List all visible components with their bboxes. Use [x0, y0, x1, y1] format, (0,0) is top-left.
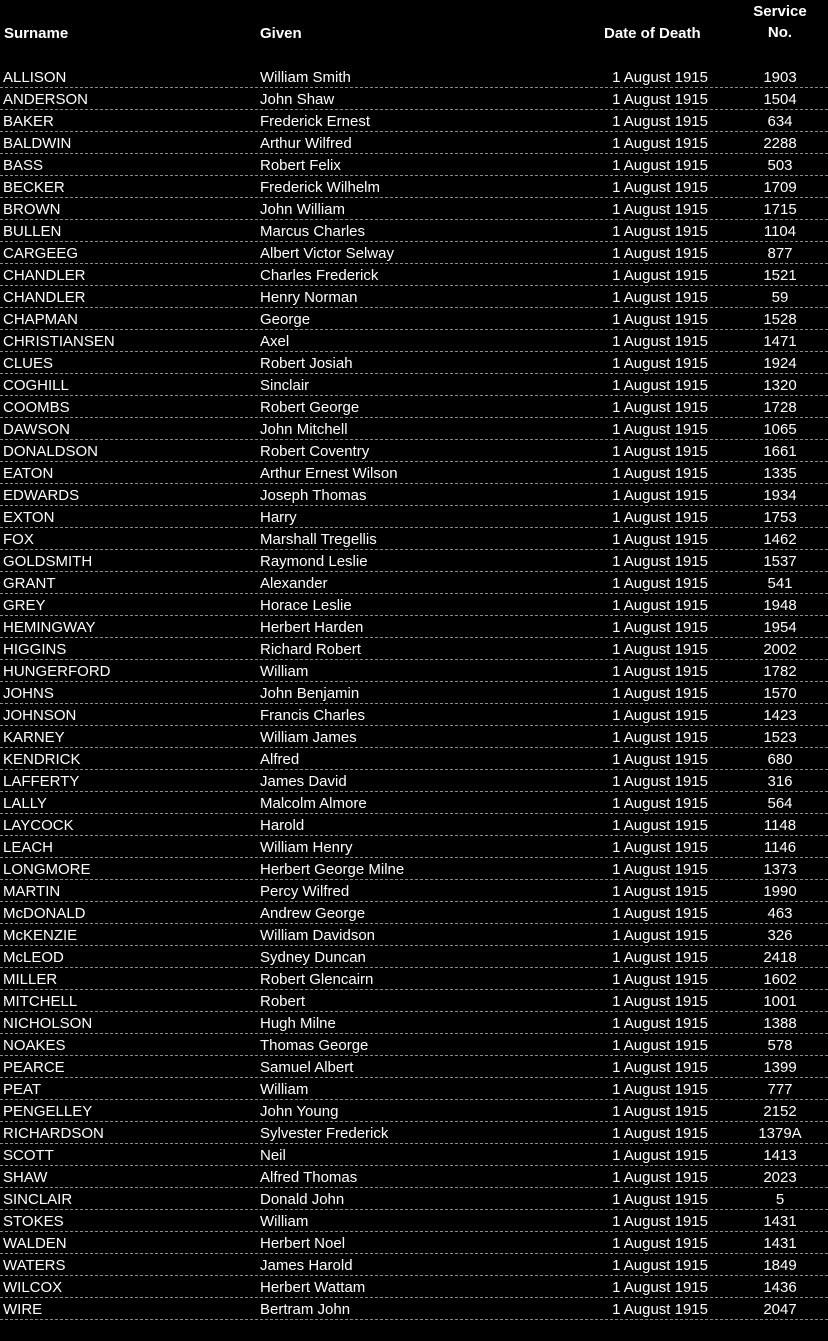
- date-of-death-cell: 1 August 1915: [612, 179, 708, 196]
- given-cell: Sylvester Frederick: [260, 1125, 389, 1142]
- given-cell: Charles Frederick: [260, 267, 379, 284]
- service-no-cell: 2023: [763, 1169, 797, 1186]
- surname-cell: DAWSON: [3, 421, 70, 438]
- service-no-cell: 463: [767, 905, 793, 922]
- date-of-death-cell: 1 August 1915: [612, 861, 708, 878]
- date-of-death-cell: 1 August 1915: [612, 377, 708, 394]
- given-cell: Frederick Wilhelm: [260, 179, 381, 196]
- table-row: [0, 1210, 828, 1232]
- header-service-no: [740, 1, 820, 43]
- service-no-cell: 1849: [763, 1257, 797, 1274]
- table-row: [0, 1012, 828, 1034]
- table-row: [0, 990, 828, 1012]
- table-row: [0, 660, 828, 682]
- surname-cell: EATON: [3, 465, 54, 482]
- table-row: [0, 572, 828, 594]
- date-of-death-cell: 1 August 1915: [612, 795, 708, 812]
- service-no-cell: 1903: [763, 69, 797, 86]
- date-of-death-cell: 1 August 1915: [612, 597, 708, 614]
- date-of-death-cell: 1 August 1915: [612, 619, 708, 636]
- given-cell: Joseph Thomas: [260, 487, 367, 504]
- date-of-death-cell: 1 August 1915: [612, 817, 708, 834]
- date-of-death-cell: 1 August 1915: [612, 1081, 708, 1098]
- service-no-cell: 578: [767, 1037, 793, 1054]
- surname-cell: BALDWIN: [3, 135, 72, 152]
- surname-cell: CHANDLER: [3, 267, 86, 284]
- service-no-cell: 564: [767, 795, 793, 812]
- surname-cell: WATERS: [3, 1257, 66, 1274]
- given-cell: Horace Leslie: [260, 597, 352, 614]
- table-body: [0, 66, 828, 1320]
- surname-cell: HEMINGWAY: [3, 619, 96, 636]
- table-row: [0, 1276, 828, 1298]
- table-row: [0, 550, 828, 572]
- service-no-cell: 1521: [763, 267, 797, 284]
- service-no-cell: 1146: [763, 839, 797, 856]
- given-cell: Robert Josiah: [260, 355, 353, 372]
- date-of-death-cell: 1 August 1915: [612, 575, 708, 592]
- header-service-line2: No.: [767, 24, 793, 41]
- service-no-cell: 59: [771, 289, 789, 306]
- service-no-cell: 1388: [763, 1015, 797, 1032]
- service-no-cell: 1431: [763, 1235, 797, 1252]
- table-row: [0, 198, 828, 220]
- given-cell: James David: [260, 773, 347, 790]
- service-no-cell: 2152: [763, 1103, 797, 1120]
- table-row: [0, 330, 828, 352]
- service-no-cell: 877: [767, 245, 793, 262]
- surname-cell: GOLDSMITH: [3, 553, 93, 570]
- table-row: [0, 506, 828, 528]
- table-row: [0, 726, 828, 748]
- surname-cell: KENDRICK: [3, 751, 81, 768]
- surname-cell: SINCLAIR: [3, 1191, 73, 1208]
- table-row: [0, 374, 828, 396]
- header-date-of-death: Date of Death: [604, 25, 701, 42]
- surname-cell: WALDEN: [3, 1235, 67, 1252]
- date-of-death-cell: 1 August 1915: [612, 685, 708, 702]
- date-of-death-cell: 1 August 1915: [612, 1279, 708, 1296]
- date-of-death-cell: 1 August 1915: [612, 531, 708, 548]
- table-row: [0, 682, 828, 704]
- date-of-death-cell: 1 August 1915: [612, 1037, 708, 1054]
- date-of-death-cell: 1 August 1915: [612, 245, 708, 262]
- date-of-death-cell: 1 August 1915: [612, 355, 708, 372]
- service-no-cell: 1537: [763, 553, 797, 570]
- service-no-cell: 503: [767, 157, 793, 174]
- date-of-death-cell: 1 August 1915: [612, 91, 708, 108]
- given-cell: Axel: [260, 333, 290, 350]
- surname-cell: CHAPMAN: [3, 311, 79, 328]
- table-row: [0, 308, 828, 330]
- date-of-death-cell: 1 August 1915: [612, 69, 708, 86]
- table-row: [0, 946, 828, 968]
- table-row: [0, 836, 828, 858]
- table-row: [0, 1298, 828, 1320]
- date-of-death-cell: 1 August 1915: [612, 927, 708, 944]
- given-cell: Marshall Tregellis: [260, 531, 377, 548]
- table-header: [0, 0, 828, 66]
- given-cell: Harry: [260, 509, 297, 526]
- service-no-cell: 1753: [763, 509, 797, 526]
- service-no-cell: 1431: [763, 1213, 797, 1230]
- service-no-cell: 1528: [763, 311, 797, 328]
- date-of-death-cell: 1 August 1915: [612, 333, 708, 350]
- surname-cell: GREY: [3, 597, 46, 614]
- table-row: [0, 242, 828, 264]
- table-row: [0, 462, 828, 484]
- date-of-death-cell: 1 August 1915: [612, 223, 708, 240]
- service-no-cell: 2288: [763, 135, 797, 152]
- given-cell: Herbert Wattam: [260, 1279, 366, 1296]
- service-no-cell: 1570: [763, 685, 797, 702]
- table-row: [0, 66, 828, 88]
- date-of-death-cell: 1 August 1915: [612, 1235, 708, 1252]
- given-cell: Percy Wilfred: [260, 883, 350, 900]
- service-no-cell: 634: [767, 113, 793, 130]
- date-of-death-cell: 1 August 1915: [612, 113, 708, 130]
- date-of-death-cell: 1 August 1915: [612, 663, 708, 680]
- date-of-death-cell: 1 August 1915: [612, 421, 708, 438]
- surname-cell: LONGMORE: [3, 861, 91, 878]
- service-no-cell: 2418: [763, 949, 797, 966]
- date-of-death-cell: 1 August 1915: [612, 641, 708, 658]
- given-cell: Frederick Ernest: [260, 113, 371, 130]
- given-cell: William: [260, 1213, 309, 1230]
- date-of-death-cell: 1 August 1915: [612, 839, 708, 856]
- date-of-death-cell: 1 August 1915: [612, 773, 708, 790]
- given-cell: Sinclair: [260, 377, 310, 394]
- given-cell: Francis Charles: [260, 707, 366, 724]
- date-of-death-cell: 1 August 1915: [612, 135, 708, 152]
- given-cell: William James: [260, 729, 357, 746]
- surname-cell: HIGGINS: [3, 641, 67, 658]
- given-cell: Robert Coventry: [260, 443, 370, 460]
- surname-cell: WILCOX: [3, 1279, 63, 1296]
- given-cell: Alexander: [260, 575, 328, 592]
- service-no-cell: 1709: [763, 179, 797, 196]
- surname-cell: FOX: [3, 531, 34, 548]
- date-of-death-cell: 1 August 1915: [612, 1191, 708, 1208]
- date-of-death-cell: 1 August 1915: [612, 971, 708, 988]
- table-row: [0, 440, 828, 462]
- surname-cell: McLEOD: [3, 949, 64, 966]
- surname-cell: CHANDLER: [3, 289, 86, 306]
- service-no-cell: 1715: [763, 201, 797, 218]
- surname-cell: COOMBS: [3, 399, 70, 416]
- table-row: [0, 594, 828, 616]
- date-of-death-cell: 1 August 1915: [612, 905, 708, 922]
- service-no-cell: 1065: [763, 421, 797, 438]
- surname-cell: JOHNS: [3, 685, 54, 702]
- surname-cell: GRANT: [3, 575, 56, 592]
- surname-cell: CARGEEG: [3, 245, 79, 262]
- given-cell: Raymond Leslie: [260, 553, 368, 570]
- surname-cell: LALLY: [3, 795, 47, 812]
- service-no-cell: 1661: [763, 443, 797, 460]
- header-service-line1: Service: [753, 3, 807, 20]
- given-cell: William Davidson: [260, 927, 376, 944]
- service-no-cell: 1471: [763, 333, 797, 350]
- date-of-death-cell: 1 August 1915: [612, 289, 708, 306]
- service-no-cell: 2002: [763, 641, 797, 658]
- service-no-cell: 1602: [763, 971, 797, 988]
- service-no-cell: 1728: [763, 399, 797, 416]
- surname-cell: EDWARDS: [3, 487, 80, 504]
- table-row: [0, 1056, 828, 1078]
- header-surname: Surname: [4, 25, 69, 42]
- table-row: [0, 220, 828, 242]
- given-cell: John Benjamin: [260, 685, 360, 702]
- given-cell: Arthur Wilfred: [260, 135, 352, 152]
- surname-cell: MILLER: [3, 971, 58, 988]
- surname-cell: BAKER: [3, 113, 54, 130]
- surname-cell: CHRISTIANSEN: [3, 333, 115, 350]
- given-cell: William Smith: [260, 69, 351, 86]
- surname-cell: NICHOLSON: [3, 1015, 93, 1032]
- surname-cell: DONALDSON: [3, 443, 99, 460]
- service-no-cell: 1423: [763, 707, 797, 724]
- service-no-cell: 326: [767, 927, 793, 944]
- date-of-death-cell: 1 August 1915: [612, 267, 708, 284]
- service-no-cell: 680: [767, 751, 793, 768]
- table-row: [0, 858, 828, 880]
- table-row: [0, 264, 828, 286]
- service-no-cell: 1436: [763, 1279, 797, 1296]
- date-of-death-cell: 1 August 1915: [612, 883, 708, 900]
- table-row: [0, 110, 828, 132]
- table-row: [0, 748, 828, 770]
- given-cell: Robert George: [260, 399, 360, 416]
- table-row: [0, 286, 828, 308]
- service-no-cell: 1523: [763, 729, 797, 746]
- given-cell: Hugh Milne: [260, 1015, 336, 1032]
- table-row: [0, 1232, 828, 1254]
- date-of-death-cell: 1 August 1915: [612, 487, 708, 504]
- given-cell: Sydney Duncan: [260, 949, 366, 966]
- surname-cell: JOHNSON: [3, 707, 77, 724]
- given-cell: Robert: [260, 993, 306, 1010]
- date-of-death-cell: 1 August 1915: [612, 1257, 708, 1274]
- surname-cell: EXTON: [3, 509, 55, 526]
- given-cell: John William: [260, 201, 346, 218]
- table-row: [0, 484, 828, 506]
- service-no-cell: 1948: [763, 597, 797, 614]
- date-of-death-cell: 1 August 1915: [612, 1147, 708, 1164]
- date-of-death-cell: 1 August 1915: [612, 465, 708, 482]
- service-no-cell: 1954: [763, 619, 797, 636]
- surname-cell: LAYCOCK: [3, 817, 74, 834]
- surname-cell: CLUES: [3, 355, 54, 372]
- table-row: [0, 1034, 828, 1056]
- service-no-cell: 1148: [763, 817, 797, 834]
- service-no-cell: 1320: [763, 377, 797, 394]
- given-cell: Arthur Ernest Wilson: [260, 465, 398, 482]
- surname-cell: MARTIN: [3, 883, 61, 900]
- surname-cell: SCOTT: [3, 1147, 54, 1164]
- service-no-cell: 1104: [763, 223, 797, 240]
- date-of-death-cell: 1 August 1915: [612, 1169, 708, 1186]
- service-no-cell: 541: [767, 575, 793, 592]
- surname-cell: RICHARDSON: [3, 1125, 104, 1142]
- service-no-cell: 1379A: [758, 1125, 802, 1142]
- surname-cell: LAFFERTY: [3, 773, 80, 790]
- table-row: [0, 616, 828, 638]
- given-cell: Bertram John: [260, 1301, 351, 1318]
- table-row: [0, 1254, 828, 1276]
- date-of-death-cell: 1 August 1915: [612, 1103, 708, 1120]
- service-no-cell: 1373: [763, 861, 797, 878]
- given-cell: James Harold: [260, 1257, 353, 1274]
- date-of-death-cell: 1 August 1915: [612, 1015, 708, 1032]
- given-cell: John Shaw: [260, 91, 335, 108]
- date-of-death-cell: 1 August 1915: [612, 157, 708, 174]
- header-given: Given: [260, 25, 302, 42]
- service-no-cell: 1413: [763, 1147, 797, 1164]
- date-of-death-cell: 1 August 1915: [612, 509, 708, 526]
- service-no-cell: 5: [775, 1191, 785, 1208]
- surname-cell: WIRE: [3, 1301, 43, 1318]
- table-row: [0, 770, 828, 792]
- table-row: [0, 154, 828, 176]
- given-cell: William: [260, 1081, 309, 1098]
- date-of-death-cell: 1 August 1915: [612, 1125, 708, 1142]
- table-row: [0, 1078, 828, 1100]
- given-cell: Alfred: [260, 751, 300, 768]
- table-row: [0, 704, 828, 726]
- surname-cell: McDONALD: [3, 905, 86, 922]
- date-of-death-cell: 1 August 1915: [612, 751, 708, 768]
- given-cell: Neil: [260, 1147, 286, 1164]
- table-row: [0, 1188, 828, 1210]
- service-no-cell: 1001: [763, 993, 797, 1010]
- date-of-death-cell: 1 August 1915: [612, 949, 708, 966]
- date-of-death-cell: 1 August 1915: [612, 399, 708, 416]
- table-row: [0, 638, 828, 660]
- table-row: [0, 1122, 828, 1144]
- service-no-cell: 1934: [763, 487, 797, 504]
- surname-cell: McKENZIE: [3, 927, 78, 944]
- table-row: [0, 132, 828, 154]
- given-cell: Henry Norman: [260, 289, 358, 306]
- table-row: [0, 396, 828, 418]
- table-row: [0, 968, 828, 990]
- given-cell: William: [260, 663, 309, 680]
- surname-cell: ANDERSON: [3, 91, 89, 108]
- service-no-cell: 1399: [763, 1059, 797, 1076]
- surname-cell: KARNEY: [3, 729, 65, 746]
- given-cell: Albert Victor Selway: [260, 245, 394, 262]
- surname-cell: LEACH: [3, 839, 54, 856]
- date-of-death-cell: 1 August 1915: [612, 1301, 708, 1318]
- table-row: [0, 924, 828, 946]
- date-of-death-cell: 1 August 1915: [612, 201, 708, 218]
- table-row: [0, 814, 828, 836]
- service-no-cell: 1504: [763, 91, 797, 108]
- surname-cell: BULLEN: [3, 223, 62, 240]
- given-cell: Malcolm Almore: [260, 795, 367, 812]
- table-row: [0, 1100, 828, 1122]
- service-no-cell: 777: [767, 1081, 793, 1098]
- given-cell: Robert Glencairn: [260, 971, 374, 988]
- date-of-death-cell: 1 August 1915: [612, 729, 708, 746]
- given-cell: Robert Felix: [260, 157, 341, 174]
- given-cell: Richard Robert: [260, 641, 361, 658]
- surname-cell: ALLISON: [3, 69, 67, 86]
- surname-cell: COGHILL: [3, 377, 69, 394]
- date-of-death-cell: 1 August 1915: [612, 707, 708, 724]
- given-cell: Harold: [260, 817, 305, 834]
- surname-cell: NOAKES: [3, 1037, 66, 1054]
- surname-cell: SHAW: [3, 1169, 48, 1186]
- given-cell: Donald John: [260, 1191, 345, 1208]
- date-of-death-cell: 1 August 1915: [612, 1059, 708, 1076]
- given-cell: William Henry: [260, 839, 353, 856]
- table-row: [0, 528, 828, 550]
- table-row: [0, 88, 828, 110]
- service-no-cell: 1924: [763, 355, 797, 372]
- surname-cell: PEARCE: [3, 1059, 65, 1076]
- surname-cell: BECKER: [3, 179, 65, 196]
- date-of-death-cell: 1 August 1915: [612, 443, 708, 460]
- service-no-cell: 1782: [763, 663, 797, 680]
- given-cell: Herbert Harden: [260, 619, 364, 636]
- given-cell: Andrew George: [260, 905, 366, 922]
- service-no-cell: 1462: [763, 531, 797, 548]
- surname-cell: PEAT: [3, 1081, 42, 1098]
- service-no-cell: 1990: [763, 883, 797, 900]
- given-cell: John Young: [260, 1103, 339, 1120]
- surname-cell: BASS: [3, 157, 44, 174]
- surname-cell: MITCHELL: [3, 993, 78, 1010]
- given-cell: Thomas George: [260, 1037, 369, 1054]
- service-no-cell: 2047: [763, 1301, 797, 1318]
- surname-cell: BROWN: [3, 201, 61, 218]
- given-cell: Samuel Albert: [260, 1059, 354, 1076]
- given-cell: John Mitchell: [260, 421, 348, 438]
- date-of-death-cell: 1 August 1915: [612, 311, 708, 328]
- date-of-death-cell: 1 August 1915: [612, 1213, 708, 1230]
- date-of-death-cell: 1 August 1915: [612, 993, 708, 1010]
- table-row: [0, 1144, 828, 1166]
- surname-cell: HUNGERFORD: [3, 663, 111, 680]
- given-cell: George: [260, 311, 311, 328]
- given-cell: Marcus Charles: [260, 223, 366, 240]
- table-row: [0, 352, 828, 374]
- given-cell: Herbert George Milne: [260, 861, 405, 878]
- table-row: [0, 1166, 828, 1188]
- date-of-death-cell: 1 August 1915: [612, 553, 708, 570]
- table-row: [0, 176, 828, 198]
- service-no-cell: 316: [767, 773, 793, 790]
- table-row: [0, 880, 828, 902]
- given-cell: Alfred Thomas: [260, 1169, 358, 1186]
- given-cell: Herbert Noel: [260, 1235, 346, 1252]
- table-row: [0, 792, 828, 814]
- table-row: [0, 418, 828, 440]
- surname-cell: STOKES: [3, 1213, 64, 1230]
- table-row: [0, 902, 828, 924]
- surname-cell: PENGELLEY: [3, 1103, 93, 1120]
- service-no-cell: 1335: [763, 465, 797, 482]
